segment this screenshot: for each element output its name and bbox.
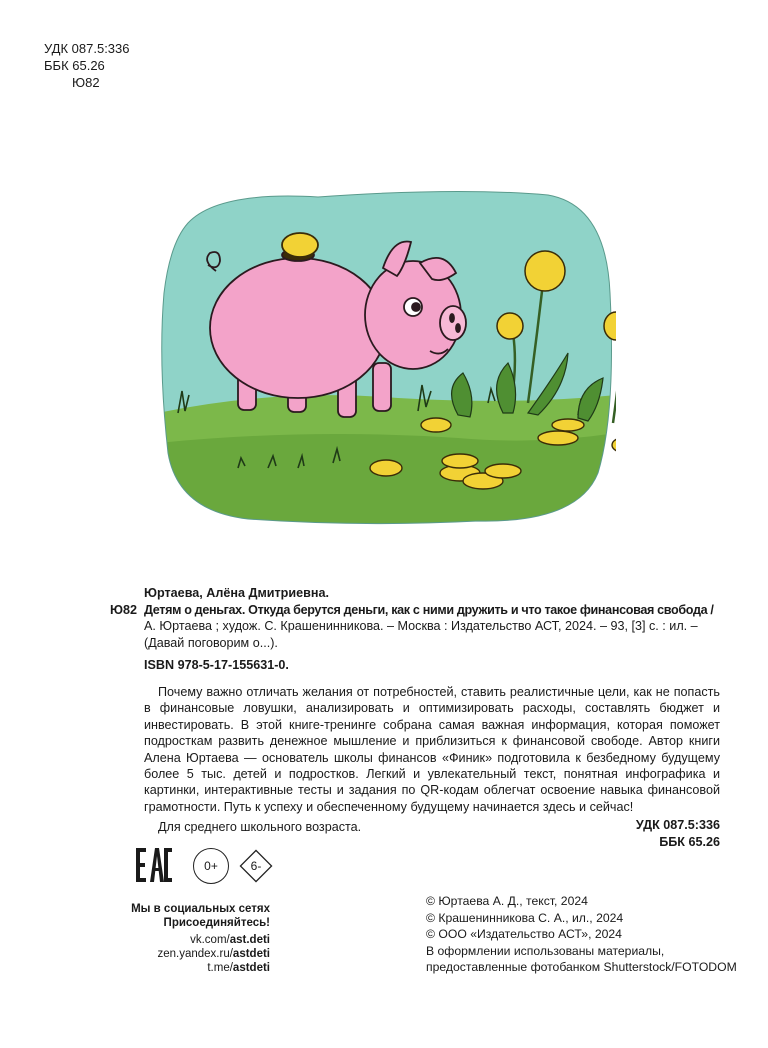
book-title: Детям о деньгах. Откуда берутся деньги, как с ними дружить и что такое финансовая свобода / <box>144 602 714 617</box>
classification-top <box>44 40 130 91</box>
book-index: Ю82 <box>110 602 137 617</box>
social-subheading: Присоединяйтесь! <box>163 917 270 929</box>
udk-code-bottom: УДК 087.5:336 <box>635 818 720 832</box>
social-link-zen[interactable]: zen.yandex.ru/astdeti <box>157 948 270 960</box>
age-rating-badge: 0+ <box>193 848 229 884</box>
bbk-code-bottom: ББК 65.26 <box>659 834 720 849</box>
author-name: Юртаева, Алёна Дмитриевна. <box>144 586 329 600</box>
author-mark: Ю82 <box>72 75 100 90</box>
classification-bottom <box>560 817 720 850</box>
bbk-code: ББК 65.26 <box>44 58 105 73</box>
eac-mark-icon <box>135 846 173 884</box>
isbn: ISBN 978-5-17-155631-0. <box>144 658 289 672</box>
copyright-block <box>426 893 746 976</box>
title-row <box>110 602 728 619</box>
social-link-vk[interactable]: vk.com/ast.deti <box>190 934 270 946</box>
social-block <box>80 902 270 975</box>
age-note: Для среднего школьного возраста. <box>158 820 362 835</box>
annotation-text: Почему важно отличать желания от потребностей, ставить реалистичные цели, как не попасть в финансовые ловушки, анализировать и оптимизировать расходы, составлять бюджет и инвестировать. В этой книге-тренинге собрана самая важная информация, которая поможет подросткам развить денежное мышление и приблизиться к финансовой свободе. Автор книги Алена Юртаева — основатель школы финансов «Финик» подготовила к безбедному будущему более 5 тыс. детей и подростков. Легкий и увлекательный текст, понятная инфографика и картинки, интерактивные тесты и задания по QR-кодам облегчат освоение навыка финансовой грамотности. Путь к успеху и обеспеченному будущему начинается здесь и сейчас! <box>144 685 720 814</box>
copyright-line: © Крашенинникова С. А., ил., 2024 <box>426 910 624 925</box>
copyright-line: В оформлении использованы материалы, <box>426 943 665 958</box>
copyright-line: предоставленные фотобанком Shutterstock/FOTODOM <box>426 960 737 974</box>
copyright-line: © Юртаева А. Д., текст, 2024 <box>426 894 588 908</box>
series-name: (Давай поговорим о...). <box>144 635 278 650</box>
annotation <box>144 684 720 836</box>
social-link-telegram[interactable]: t.me/astdeti <box>207 962 270 974</box>
age-recommended-badge <box>237 847 275 890</box>
social-heading: Мы в социальных сетях <box>131 903 270 915</box>
copyright-line: © ООО «Издательство АСТ», 2024 <box>426 927 622 941</box>
age-recommended-label: 6- <box>250 859 262 873</box>
bibliographic-record <box>110 585 728 674</box>
publication-details: А. Юртаева ; худож. С. Крашенинникова. – Москва : Издательство АСТ, 2024. – 93, [3] с. : ил. – <box>144 619 698 633</box>
udk-code: УДК 087.5:336 <box>44 41 130 56</box>
piggy-bank-illustration <box>158 183 616 528</box>
